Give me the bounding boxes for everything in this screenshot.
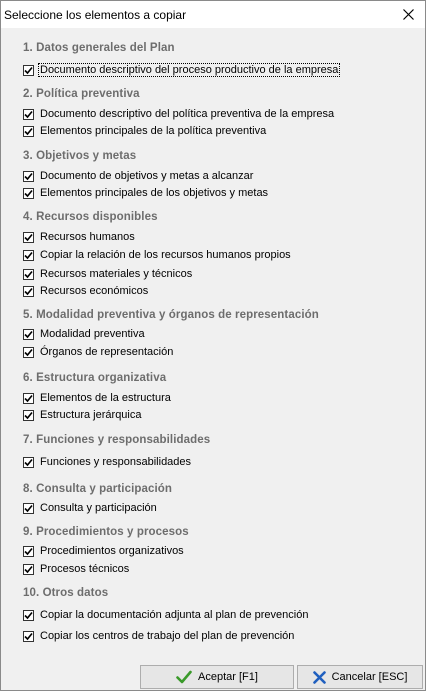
button-bar (1, 663, 425, 690)
group-title: 2. Política preventiva (23, 88, 140, 100)
checkbox-label[interactable]: Recursos económicos (40, 285, 149, 297)
checkbox[interactable] (23, 546, 34, 557)
checkbox-label[interactable]: Consulta y participación (40, 502, 157, 514)
checkbox[interactable] (23, 393, 34, 404)
checkbox[interactable] (23, 457, 34, 468)
checkmark-icon (24, 66, 33, 75)
checkmark-icon (24, 287, 33, 296)
close-button[interactable] (391, 1, 425, 28)
checkbox-option[interactable] (23, 500, 158, 516)
checkbox-label[interactable]: Elementos principales de los objetivos y metas (40, 187, 269, 199)
checkbox-option[interactable] (23, 407, 143, 423)
checkbox-label[interactable]: Copiar los centros de trabajo del plan de prevención (40, 630, 295, 642)
checkbox-option[interactable] (23, 561, 130, 577)
checkbox-label[interactable]: Documento descriptivo del política preventiva de la empresa (40, 108, 335, 120)
checkbox[interactable] (23, 65, 34, 76)
cancel-button[interactable] (297, 665, 423, 689)
checkmark-icon (24, 348, 33, 357)
checkbox[interactable] (23, 171, 34, 182)
checkbox[interactable] (23, 126, 34, 137)
checkbox-label[interactable]: Órganos de representación (40, 346, 174, 358)
checkmark-icon (24, 172, 33, 181)
checkbox-option[interactable] (23, 106, 335, 122)
checkbox-option[interactable] (23, 607, 309, 623)
checkbox-label[interactable]: Estructura jerárquica (40, 409, 142, 421)
group-title: 4. Recursos disponibles (23, 211, 158, 223)
checkbox[interactable] (23, 410, 34, 421)
group-title: 3. Objetivos y metas (23, 150, 137, 162)
checkmark-icon (24, 127, 33, 136)
checkbox[interactable] (23, 610, 34, 621)
checkbox[interactable] (23, 329, 34, 340)
checkmark-icon (24, 270, 33, 279)
checkbox-option[interactable] (23, 62, 339, 78)
checkbox-label[interactable]: Documento de objetivos y metas a alcanzar (40, 170, 254, 182)
checkmark-icon (24, 547, 33, 556)
checkbox-label[interactable]: Recursos materiales y técnicos (40, 268, 193, 280)
group-title: 7. Funciones y responsabilidades (23, 434, 211, 446)
checkmark-icon (24, 394, 33, 403)
checkbox-label[interactable]: Copiar la relación de los recursos humanos propios (40, 249, 291, 261)
checkbox-option[interactable] (23, 344, 174, 360)
checkbox-option[interactable] (23, 543, 185, 559)
checkbox-label[interactable]: Elementos principales de la política preventiva (40, 125, 267, 137)
close-icon (403, 9, 414, 20)
accept-button[interactable] (140, 665, 294, 689)
checkbox-label[interactable]: Documento descriptivo del proceso productivo de la empresa (40, 64, 339, 76)
checkmark-icon (24, 504, 33, 513)
checkbox-label[interactable]: Modalidad preventiva (40, 328, 145, 340)
checkbox[interactable] (23, 347, 34, 358)
accept-button-label: Aceptar [F1] (198, 671, 258, 683)
checkmark-icon (24, 233, 33, 242)
checkbox[interactable] (23, 232, 34, 243)
checkmark-icon (24, 189, 33, 198)
options-panel (3, 29, 423, 662)
check-icon (176, 670, 192, 684)
window-title: Seleccione los elementos a copiar (4, 8, 187, 22)
checkbox-option[interactable] (23, 185, 269, 201)
checkmark-icon (24, 458, 33, 467)
checkmark-icon (24, 611, 33, 620)
checkbox-option[interactable] (23, 247, 292, 263)
group-title: 8. Consulta y participación (23, 483, 173, 495)
title-bar (1, 1, 425, 28)
cancel-button-label: Cancelar [ESC] (331, 671, 408, 683)
checkmark-icon (24, 110, 33, 119)
checkmark-icon (24, 251, 33, 260)
checkbox[interactable] (23, 109, 34, 120)
group-title: 10. Otros datos (23, 587, 109, 599)
checkbox-label[interactable]: Procesos técnicos (40, 563, 130, 575)
checkbox[interactable] (23, 564, 34, 575)
checkbox[interactable] (23, 269, 34, 280)
checkbox-option[interactable] (23, 168, 254, 184)
checkbox-option[interactable] (23, 283, 149, 299)
checkbox-label[interactable]: Procedimientos organizativos (40, 545, 184, 557)
checkbox-label[interactable]: Recursos humanos (40, 231, 135, 243)
checkbox-label[interactable]: Copiar la documentación adjunta al plan de prevención (40, 609, 309, 621)
checkbox-option[interactable] (23, 454, 192, 470)
group-title: 9. Procedimientos y procesos (23, 526, 189, 538)
group-title: 6. Estructura organizativa (23, 372, 167, 384)
checkbox[interactable] (23, 188, 34, 199)
checkbox-option[interactable] (23, 123, 267, 139)
checkbox-label[interactable]: Funciones y responsabilidades (40, 456, 192, 468)
checkbox[interactable] (23, 286, 34, 297)
cross-icon (313, 671, 326, 684)
checkbox-option[interactable] (23, 229, 136, 245)
checkmark-icon (24, 565, 33, 574)
checkbox-option[interactable] (23, 266, 193, 282)
checkbox-label[interactable]: Elementos de la estructura (40, 392, 171, 404)
checkmark-icon (24, 632, 33, 641)
checkbox-option[interactable] (23, 326, 146, 342)
checkbox[interactable] (23, 631, 34, 642)
checkbox-option[interactable] (23, 628, 295, 644)
checkbox[interactable] (23, 250, 34, 261)
group-title: 5. Modalidad preventiva y órganos de representación (23, 309, 319, 321)
group-title: 1. Datos generales del Plan (23, 42, 175, 54)
checkmark-icon (24, 411, 33, 420)
checkbox[interactable] (23, 503, 34, 514)
checkmark-icon (24, 330, 33, 339)
checkbox-option[interactable] (23, 390, 172, 406)
